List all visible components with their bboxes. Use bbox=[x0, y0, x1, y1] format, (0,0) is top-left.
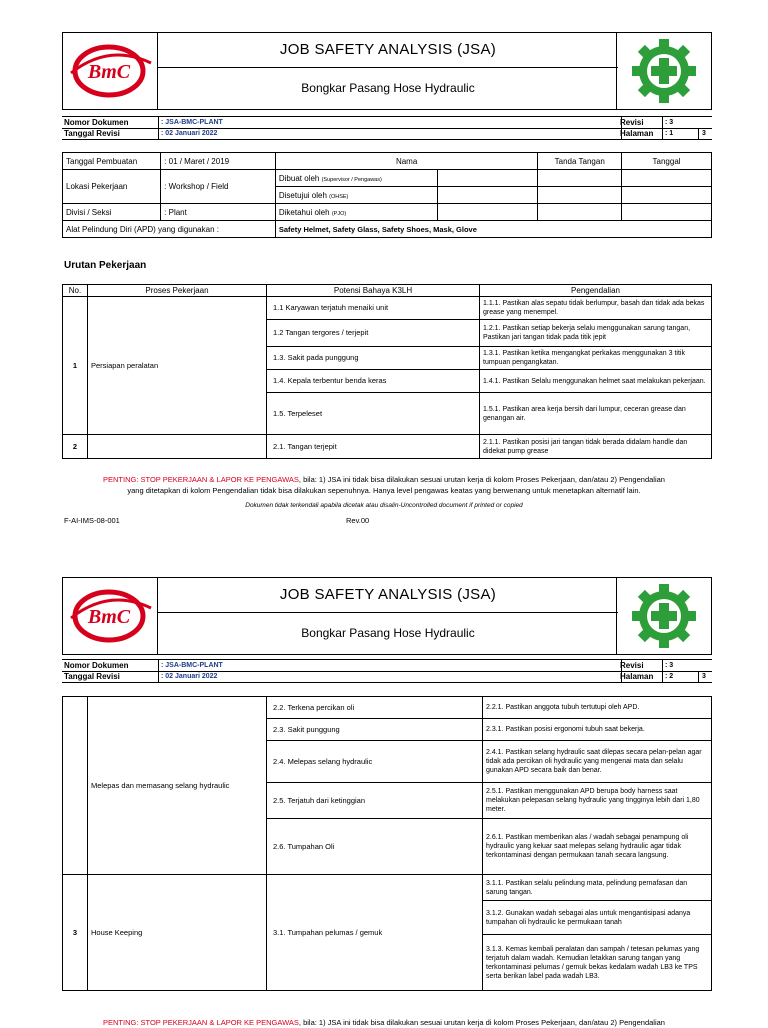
document-title: JOB SAFETY ANALYSIS (JSA) bbox=[158, 33, 618, 68]
revisi-label: Revisi bbox=[620, 118, 644, 127]
document-subtitle: Bongkar Pasang Hose Hydraulic bbox=[301, 81, 475, 95]
hazard-item: 2.4. Melepas selang hydraulic bbox=[267, 741, 483, 783]
dibuat-sign bbox=[538, 170, 622, 187]
jsa-table-page1 bbox=[62, 284, 712, 459]
control-item: 1.1.1. Pastikan alas sepatu tidak berlumpur, basah dan tidak ada bekas grease yang menempel. bbox=[480, 297, 712, 320]
row-no: 3 bbox=[63, 875, 88, 991]
form-rev: Rev.00 bbox=[346, 516, 370, 525]
logo-text: BmC bbox=[87, 61, 131, 83]
hazard-item: 2.6. Tumpahan Oli bbox=[267, 819, 483, 875]
disclaimer: Dokumen tidak terkendali apabila dicetak atau disalin-Uncontrolled document if printed or copied bbox=[245, 502, 523, 509]
dibuat-cell bbox=[275, 170, 437, 187]
control-item: 1.5.1. Pastikan area kerja bersih dari lumpur, ceceran grease dan genangan air. bbox=[480, 393, 712, 435]
control-item: 2.4.1. Pastikan selang hydraulic saat dilepas secara pelan-pelan agar tidak ada percikan oli hydraulic yang mengenai mata dan selalu gunakan APD secara baik dan benar. bbox=[483, 741, 712, 783]
disetujui-name bbox=[438, 187, 538, 204]
doc-number-label: Nomor Dokumen bbox=[64, 118, 129, 127]
col-proses: Proses Pekerjaan bbox=[88, 285, 267, 297]
revisi-value: : 3 bbox=[662, 117, 673, 128]
info-table bbox=[62, 152, 712, 238]
diketahui-date bbox=[622, 204, 712, 221]
safety-gear-icon bbox=[616, 578, 711, 654]
disetujui-date bbox=[622, 187, 712, 204]
disetujui-role: (OHSE) bbox=[329, 193, 349, 200]
rev-date-value: : 02 Januari 2022 bbox=[158, 671, 622, 682]
diketahui-sign bbox=[538, 204, 622, 221]
lokasi-label: Lokasi Pekerjaan bbox=[63, 170, 161, 204]
logo-text: BmC bbox=[87, 606, 131, 628]
row-no: 1 bbox=[63, 297, 88, 435]
rev-date-label: Tanggal Revisi bbox=[64, 672, 120, 681]
control-item: 2.3.1. Pastikan posisi ergonomi tubuh saat bekerja. bbox=[483, 719, 712, 741]
dibuat-date bbox=[622, 170, 712, 187]
hazard-item: 1.1 Karyawan terjatuh menaiki unit bbox=[267, 297, 480, 320]
bmc-logo bbox=[63, 33, 158, 109]
hazard-item: 1.4. Kepala terbentur benda keras bbox=[267, 370, 480, 393]
nama-header: Nama bbox=[275, 153, 537, 170]
control-item: 2.1.1. Pastikan posisi jari tangan tidak berada didalam handle dan didekat pump grease bbox=[480, 435, 712, 459]
note-line1: , bila: 1) JSA ini tidak bisa dilakukan sesuai urutan kerja di kolom Proses Pekerjaan, dan/atau 2) Pengendalian bbox=[298, 1018, 665, 1027]
row-process: Melepas dan memasang selang hydraulic bbox=[88, 697, 267, 875]
control-item: 1.3.1. Pastikan ketika mengangkat perkakas menggunakan 3 titik tumpuan pengangkatan. bbox=[480, 347, 712, 370]
control-item: 3.1.2. Gunakan wadah sebagai alas untuk mengantisipasi adanya tumpahan oli hydraulic ke permukaan tanah bbox=[483, 901, 712, 935]
doc-number-value: : JSA-BMC-PLANT bbox=[158, 660, 622, 671]
note-line1: , bila: 1) JSA ini tidak bisa dilakukan sesuai urutan kerja di kolom Proses Pekerjaan, dan/atau 2) Pengendalian bbox=[298, 475, 665, 484]
important-note bbox=[0, 474, 768, 496]
note-line2: yang ditetapkan di kolom Pengendalian tidak bisa dilakukan sepenuhnya. Hanya level pengawas keatas yang berwenang untuk menetapkan alternatif lain. bbox=[127, 486, 641, 495]
hazard-item: 2.5. Terjatuh dari ketinggian bbox=[267, 783, 483, 819]
hazard-item: 3.1. Tumpahan pelumas / gemuk bbox=[267, 875, 483, 991]
lokasi-value: : Workshop / Field bbox=[161, 170, 276, 204]
col-no: No. bbox=[63, 285, 88, 297]
note-warning: PENTING: STOP PEKERJAAN & LAPOR KE PENGAWAS bbox=[103, 1018, 299, 1027]
tgl-label: Tanggal Pembuatan bbox=[63, 153, 161, 170]
revisi-label: Revisi bbox=[620, 661, 644, 670]
note-warning: PENTING: STOP PEKERJAAN & LAPOR KE PENGAWAS bbox=[103, 475, 299, 484]
control-item: 3.1.3. Kemas kembali peralatan dan sampah / tetesan pelumas yang terjatuh dalam wadah. Kemudian letakkan sarung tangan yang terkontaminasi pelumas / gemuk bekas kedalam wadah LB3 ke TPS serta berikan label pada wadah LB3. bbox=[483, 935, 712, 991]
halaman-total: 3 bbox=[698, 671, 706, 682]
doc-number-value: : JSA-BMC-PLANT bbox=[158, 117, 622, 128]
apd-value: Safety Helmet, Safety Glass, Safety Shoes, Mask, Glove bbox=[275, 221, 711, 238]
row-no: 2 bbox=[63, 435, 88, 459]
ttd-header: Tanda Tangan bbox=[538, 153, 622, 170]
diketahui-cell bbox=[275, 204, 437, 221]
halaman-label: Halaman bbox=[620, 672, 654, 681]
hazard-item: 1.3. Sakit pada punggung bbox=[267, 347, 480, 370]
halaman-value: : 1 bbox=[662, 128, 673, 139]
row-process: House Keeping bbox=[88, 875, 267, 991]
bmc-logo bbox=[63, 578, 158, 654]
rev-date-label: Tanggal Revisi bbox=[64, 129, 120, 138]
control-item: 2.2.1. Pastikan anggota tubuh tertutupi oleh APD. bbox=[483, 697, 712, 719]
disetujui-sign bbox=[538, 187, 622, 204]
form-number: F-AI-IMS-08-001 bbox=[64, 516, 120, 525]
apd-label: Alat Pelindung Diri (APD) yang digunakan : bbox=[63, 221, 276, 238]
row-process: Persiapan peralatan bbox=[88, 297, 267, 435]
control-item: 1.2.1. Pastikan setiap bekerja selalu menggunakan sarung tangan, Pastikan jari tangan tidak pada titik jepit bbox=[480, 320, 712, 347]
hazard-item: 2.2. Terkena percikan oli bbox=[267, 697, 483, 719]
document-header bbox=[62, 32, 712, 110]
disetujui-label: Disetujui oleh bbox=[278, 190, 327, 200]
important-note bbox=[0, 1017, 768, 1028]
dibuat-label: Dibuat oleh bbox=[278, 173, 320, 183]
hazard-item: 2.1. Tangan terjepit bbox=[267, 435, 480, 459]
document-header bbox=[62, 577, 712, 655]
control-item: 2.6.1. Pastikan memberikan alas / wadah sebagai penampung oli hydraulic yang keluar saat melepas selang hydraulic agar tidak terkontaminasi dengan permukaan tanah secara langsung. bbox=[483, 819, 712, 875]
tgl-value: : 01 / Maret / 2019 bbox=[161, 153, 276, 170]
row-no bbox=[63, 697, 88, 875]
hazard-item: 1.2 Tangan tergores / terjepit bbox=[267, 320, 480, 347]
hazard-item: 2.3. Sakit punggung bbox=[267, 719, 483, 741]
divisi-label: Divisi / Seksi bbox=[63, 204, 161, 221]
dibuat-role: (Supervisor / Pengawas) bbox=[321, 176, 382, 183]
col-pengendalian: Pengendalian bbox=[480, 285, 712, 297]
disetujui-cell bbox=[275, 187, 437, 204]
diketahui-name bbox=[438, 204, 538, 221]
halaman-label: Halaman bbox=[620, 129, 654, 138]
halaman-value: : 2 bbox=[662, 671, 673, 682]
diketahui-role: (PJO) bbox=[331, 210, 347, 217]
document-title: JOB SAFETY ANALYSIS (JSA) bbox=[158, 578, 618, 613]
section-title: Urutan Pekerjaan bbox=[64, 260, 147, 271]
dibuat-name bbox=[438, 170, 538, 187]
row-process bbox=[88, 435, 267, 459]
rev-date-value: : 02 Januari 2022 bbox=[158, 128, 622, 139]
control-item: 3.1.1. Pastikan selalu pelindung mata, pelindung pernafasan dan sarung tangan. bbox=[483, 875, 712, 901]
control-item: 1.4.1. Pastikan Selalu menggunakan helmet saat melakukan pekerjaan. bbox=[480, 370, 712, 393]
halaman-total: 3 bbox=[698, 128, 706, 139]
revisi-value: : 3 bbox=[662, 660, 673, 671]
diketahui-label: Diketahui oleh bbox=[278, 207, 330, 217]
safety-gear-icon bbox=[616, 33, 711, 109]
doc-number-label: Nomor Dokumen bbox=[64, 661, 129, 670]
document-subtitle: Bongkar Pasang Hose Hydraulic bbox=[301, 626, 475, 640]
divisi-value: : Plant bbox=[161, 204, 276, 221]
control-item: 2.5.1. Pastikan menggunakan APD berupa body harness saat melakukan pelepasan selang hydraulic yang tingginya lebih dari 1,80 meter. bbox=[483, 783, 712, 819]
tanggal-header: Tanggal bbox=[622, 153, 712, 170]
jsa-table-page2 bbox=[62, 696, 712, 991]
col-potensi: Potensi Bahaya K3LH bbox=[267, 285, 480, 297]
hazard-item: 1.5. Terpeleset bbox=[267, 393, 480, 435]
